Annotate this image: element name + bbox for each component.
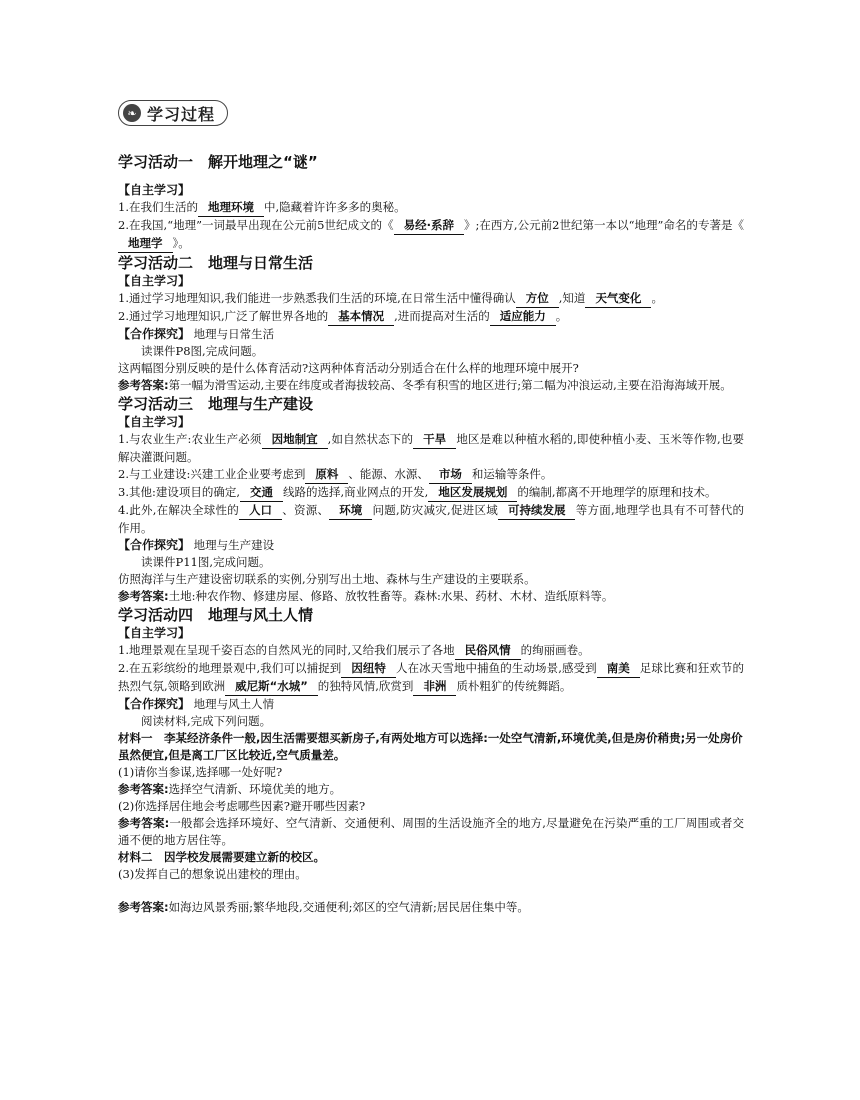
a4-reference-answer-3: 参考答案:如海边风景秀丽;繁华地段,交通便利;郊区的空气清新;居民居住集中等。 — [118, 900, 529, 914]
activity-3-title: 学习活动三 地理与生产建设 — [118, 395, 314, 413]
a4-reference-answer-2: 参考答案:一般都会选择环境好、空气清新、交通便利、周围的生活设施齐全的地方,尽量避免在污染严重的工厂周围或者交通不便的地方居住等。 — [118, 816, 744, 847]
blank-answer: 天气变化 — [585, 290, 651, 308]
a4-reference-answer-1: 参考答案:选择空气清新、环境优美的地方。 — [118, 782, 342, 796]
blank-answer: 南美 — [597, 660, 640, 678]
a4-question-2: 2.在五彩缤纷的地理景观中,我们可以捕捉到 因纽特 人在冰天雪地中捕鱼的生动场景,感受到 南美 足球比赛和狂欢节的热烈气氛,领略到欧洲 威尼斯“水城” 的独特风情,欣赏到 非洲 质朴粗犷的传统舞蹈。 — [118, 660, 744, 696]
a3-question-2: 2.与工业建设:兴建工业企业要考虑到 原料 、能源、水源、 市场 和运输等条件。 — [118, 466, 744, 484]
a3-reference-answer: 参考答案:土地:种农作物、修建房屋、修路、放牧牲畜等。森林:水果、药材、木材、造纸原料等。 — [118, 589, 614, 603]
self-study-label: 【自主学习】 — [118, 415, 191, 429]
self-study-label: 【自主学习】 — [118, 274, 191, 288]
self-study-label: 【自主学习】 — [118, 183, 191, 197]
sub-question-3: (3)发挥自己的想象说出建校的理由。 — [118, 867, 307, 881]
blank-answer: 适应能力 — [490, 308, 556, 326]
blank-answer: 地理学 — [118, 235, 173, 253]
sub-question-1: (1)请你当参谋,选择哪一处好呢? — [118, 765, 283, 779]
blank-answer: 威尼斯“水城” — [225, 678, 318, 696]
document-page — [118, 100, 744, 916]
blank-answer: 市场 — [429, 466, 472, 484]
blank-answer: 非洲 — [413, 678, 456, 696]
a1-question-1: 1.在我们生活的 地理环境 中,隐藏着许许多多的奥秘。 — [118, 199, 744, 217]
a2-inquiry-question: 这两幅图分别反映的是什么体育活动?这两种体育活动分别适合在什么样的地理环境中展开? — [118, 361, 579, 375]
activity-2-title: 学习活动二 地理与日常生活 — [118, 254, 314, 272]
cooperative-inquiry: 【合作探究】 地理与日常生活 — [118, 327, 275, 341]
book-icon: ❧ — [123, 104, 141, 122]
a2-reference-answer: 参考答案:第一幅为滑雪运动,主要在纬度或者海拔较高、冬季有积雪的地区进行;第二幅为冲浪运动,主要在沿海海域开展。 — [118, 378, 732, 392]
a3-question-1: 1.与农业生产:农业生产必须 因地制宜 ,如自然状态下的 干旱 地区是难以种植水稻的,即使种植小麦、玉米等作物,也要解决灌溉问题。 — [118, 432, 744, 464]
section-header-badge — [118, 100, 228, 126]
blank-answer: 环境 — [329, 502, 372, 520]
cooperative-inquiry: 【合作探究】 地理与风土人情 — [118, 697, 275, 711]
blank-answer: 人口 — [239, 502, 282, 520]
a3-question-3: 3.其他:建设项目的确定, 交通 线路的选择,商业网点的开发, 地区发展规划 的编制,都离不开地理学的原理和技术。 — [118, 484, 744, 502]
blank-answer: 地理环境 — [198, 199, 264, 217]
a4-question-1: 1.地理景观在呈现千姿百态的自然风光的同时,又给我们展示了各地 民俗风情 的绚丽画卷。 — [118, 642, 744, 660]
blank-answer: 易经·系辞 — [394, 217, 464, 235]
activity-4-title: 学习活动四 地理与风土人情 — [118, 606, 314, 624]
a2-question-1: 1.通过学习地理知识,我们能进一步熟悉我们生活的环境,在日常生活中懂得确认 方位 ,知道 天气变化 。 — [118, 290, 744, 308]
a3-question-4: 4.此外,在解决全球性的 人口 、资源、 环境 问题,防灾减灾,促进区域 可持续发展 等方面,地理学也具有不可替代的作用。 — [118, 503, 745, 535]
reading-instruction: 读课件P8图,完成问题。 — [141, 344, 264, 358]
blank-answer: 交通 — [240, 484, 283, 502]
blank-answer: 因纽特 — [341, 660, 396, 678]
blank-answer: 方位 — [516, 290, 559, 308]
blank-answer: 地区发展规划 — [428, 484, 517, 502]
reading-instruction: 读课件P11图,完成问题。 — [141, 555, 271, 569]
blank-answer: 因地制宜 — [262, 431, 328, 449]
section-header-title: 学习过程 — [147, 104, 216, 124]
blank-answer: 民俗风情 — [455, 642, 521, 660]
a2-question-2: 2.通过学习地理知识,广泛了解世界各地的 基本情况 ,进而提高对生活的 适应能力 。 — [118, 308, 744, 326]
blank-answer: 可持续发展 — [498, 502, 576, 520]
a3-inquiry-question: 仿照海洋与生产建设密切联系的实例,分别写出土地、森林与生产建设的主要联系。 — [118, 572, 536, 586]
a1-question-2: 2.在我国,“地理”一词最早出现在公元前5世纪成文的《 易经·系辞 》;在西方,公元前2世纪第一本以“地理”命名的专著是《地理学 》。 — [118, 217, 744, 253]
blank-answer: 干旱 — [413, 431, 456, 449]
activity-1-title: 学习活动一 解开地理之“谜” — [118, 153, 318, 171]
cooperative-inquiry: 【合作探究】 地理与生产建设 — [118, 538, 275, 552]
blank-answer: 基本情况 — [328, 308, 394, 326]
material-2: 材料二 因学校发展需要建立新的校区。 — [118, 850, 325, 864]
self-study-label: 【自主学习】 — [118, 626, 191, 640]
material-1: 材料一 李某经济条件一般,因生活需要想买新房子,有两处地方可以选择:一处空气清新,环境优美,但是房价稍贵;另一处房价虽然便宜,但是离工厂区比较近,空气质量差。 — [118, 731, 743, 762]
blank-answer: 原料 — [305, 466, 348, 484]
sub-question-2: (2)你选择居住地会考虑哪些因素?避开哪些因素? — [118, 799, 366, 813]
reading-instruction: 阅读材料,完成下列问题。 — [141, 714, 272, 728]
